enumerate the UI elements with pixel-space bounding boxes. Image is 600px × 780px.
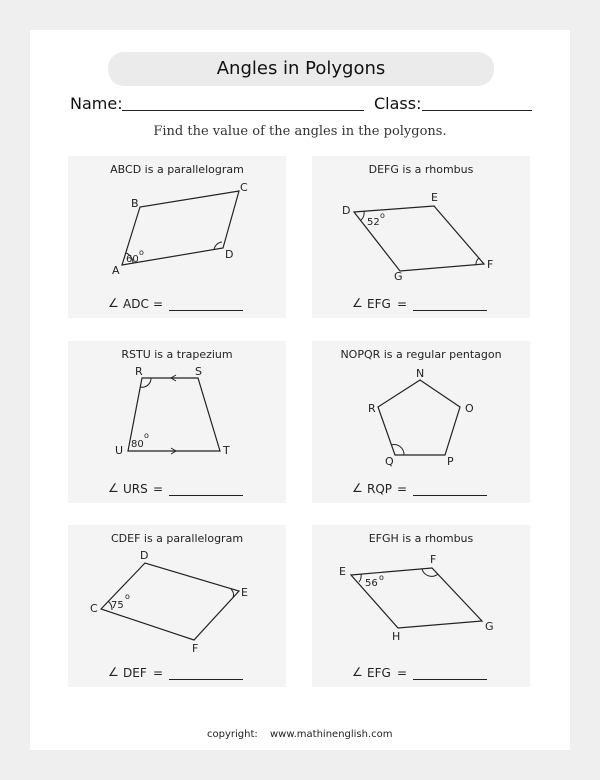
question-angle: EFG	[367, 666, 391, 680]
angle-symbol: ∠	[352, 481, 363, 495]
given-angle: 52	[367, 217, 380, 228]
copyright-label: copyright:	[207, 729, 258, 740]
vertex-label: R	[368, 402, 376, 415]
equals-sign: =	[397, 482, 408, 496]
problem-card-4	[312, 341, 530, 503]
answer-field[interactable]	[169, 495, 243, 496]
answer-field[interactable]	[169, 310, 243, 311]
vertex-label: C	[90, 602, 98, 615]
page-title: Angles in Polygons	[108, 52, 494, 86]
vertex-label: E	[241, 586, 248, 599]
trapezium-rstu-figure	[68, 341, 286, 503]
given-angle: 80	[131, 439, 144, 450]
problem-card-3	[68, 341, 286, 503]
degree-mark: o	[379, 573, 384, 582]
equals-sign: =	[153, 297, 164, 311]
problem-card-2	[312, 156, 530, 318]
vertex-label: A	[112, 264, 120, 277]
vertex-label: S	[195, 365, 202, 378]
angle-symbol: ∠	[108, 481, 119, 495]
rhombus-efgh-figure	[312, 525, 530, 687]
vertex-label: E	[339, 565, 346, 578]
angle-symbol: ∠	[352, 665, 363, 679]
equals-sign: =	[397, 666, 408, 680]
vertex-label: F	[487, 258, 494, 271]
vertex-label: G	[485, 620, 494, 633]
question-angle: DEF	[123, 666, 147, 680]
problem-title: ABCD is a parallelogram	[110, 163, 244, 176]
answer-field[interactable]	[169, 679, 243, 680]
given-angle: 75	[111, 600, 124, 611]
degree-mark: o	[380, 211, 385, 220]
angle-symbol: ∠	[108, 296, 119, 310]
question-angle: URS	[123, 482, 148, 496]
equals-sign: =	[153, 666, 164, 680]
angle-symbol: ∠	[352, 296, 363, 310]
class-label: Class:	[374, 94, 422, 113]
equals-sign: =	[153, 482, 164, 496]
name-field[interactable]	[122, 110, 364, 111]
problem-title: RSTU is a trapezium	[121, 348, 233, 361]
vertex-label: D	[225, 248, 234, 261]
vertex-label: Q	[385, 455, 394, 468]
pentagon-nopqr-figure	[312, 341, 530, 503]
answer-field[interactable]	[413, 495, 487, 496]
angle-symbol: ∠	[108, 665, 119, 679]
parallelogram-cdef-figure	[68, 525, 286, 687]
vertex-label: U	[115, 444, 124, 457]
problem-title: CDEF is a parallelogram	[110, 532, 244, 545]
vertex-label: F	[192, 642, 199, 655]
problem-title: DEFG is a rhombus	[368, 163, 474, 176]
answer-field[interactable]	[413, 679, 487, 680]
vertex-label: B	[131, 197, 139, 210]
problem-card-5	[68, 525, 286, 687]
equals-sign: =	[397, 297, 408, 311]
vertex-label: G	[394, 270, 403, 283]
given-angle: 60	[126, 254, 139, 265]
question-angle: EFG	[367, 297, 391, 311]
degree-mark: o	[125, 592, 130, 601]
vertex-label: O	[465, 402, 474, 415]
given-angle: 56	[365, 578, 378, 589]
vertex-label: F	[430, 553, 437, 566]
problem-title: EFGH is a rhombus	[368, 532, 474, 545]
degree-mark: o	[144, 431, 149, 440]
copyright-site: www.mathinenglish.com	[270, 729, 393, 740]
problem-card-1	[68, 156, 286, 318]
problem-title: NOPQR is a regular pentagon	[340, 348, 502, 361]
vertex-label: N	[416, 367, 425, 380]
question-angle: RQP	[367, 482, 393, 496]
vertex-label: E	[431, 191, 438, 204]
class-field[interactable]	[422, 110, 532, 111]
name-label: Name:	[70, 94, 123, 113]
vertex-label: H	[392, 630, 401, 643]
vertex-label: D	[342, 204, 351, 217]
question-angle: ADC	[123, 297, 149, 311]
degree-mark: o	[139, 248, 144, 257]
vertex-label: C	[240, 181, 248, 194]
rhombus-defg-figure	[312, 156, 530, 318]
vertex-label: R	[135, 365, 143, 378]
problem-card-6	[312, 525, 530, 687]
vertex-label: D	[140, 549, 149, 562]
vertex-label: P	[447, 455, 454, 468]
answer-field[interactable]	[413, 310, 487, 311]
instruction-text: Find the value of the angles in the polygons.	[153, 124, 447, 139]
parallelogram-abcd-figure	[68, 156, 286, 318]
vertex-label: T	[223, 444, 230, 457]
